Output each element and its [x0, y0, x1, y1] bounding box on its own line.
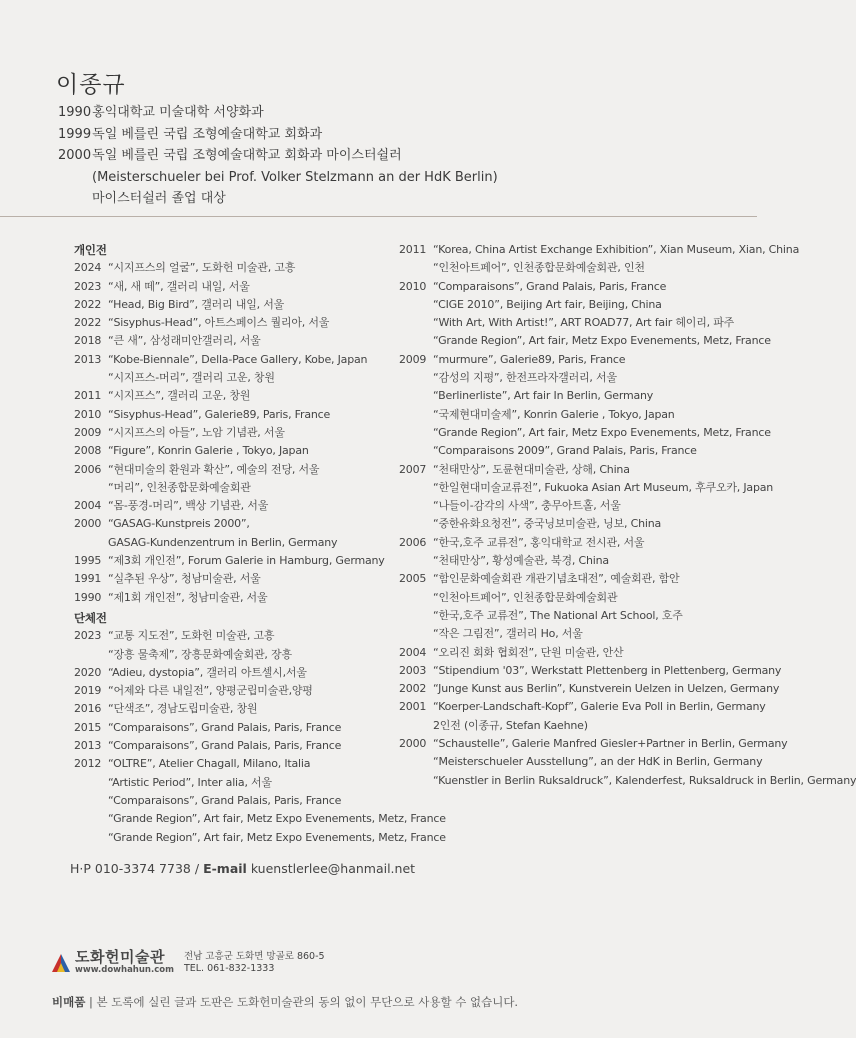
exhibition-text: “작은 그림전”, 갤러리 Ho, 서울	[433, 627, 583, 641]
exhibition-text: “어제와 다른 내일전”, 양평군립미술관,양평	[108, 684, 313, 698]
exhibition-text: “감성의 지평”, 한전프라자갤러리, 서울	[433, 371, 617, 385]
exhibition-item	[399, 662, 856, 680]
exhibition-year: 2013	[74, 739, 102, 753]
exhibition-item	[74, 737, 446, 755]
exhibition-text: “Sisyphus-Head”, Galerie89, Paris, France	[108, 407, 331, 421]
exhibition-item	[74, 369, 446, 387]
exhibition-item	[74, 387, 446, 405]
exhibition-text: “현대미술의 환원과 확산”, 예술의 전당, 서울	[108, 462, 320, 476]
exhibition-text: “With Art, With Artist!”, ART ROAD77, Art fair 헤이리, 파주	[433, 316, 735, 330]
exhibition-year	[399, 772, 433, 790]
notice-label: 비매품	[52, 995, 86, 1009]
museum-logo-name: 도화헌미술관	[75, 948, 165, 966]
exhibition-year	[399, 387, 433, 405]
education-item	[58, 102, 498, 124]
exhibition-item	[399, 534, 856, 552]
exhibition-item	[399, 424, 856, 442]
exhibition-year	[74, 810, 108, 828]
exhibition-text: “Korea, China Artist Exchange Exhibition”, Xian Museum, Xian, China	[433, 243, 800, 256]
exhibition-text: “머리”, 인천종합문화예술회관	[108, 480, 251, 494]
exhibition-year	[399, 424, 433, 442]
exhibition-text: “몸-풍경-머리”, 백상 기념관, 서울	[108, 499, 269, 513]
exhibition-item	[74, 351, 446, 369]
education-item	[58, 124, 498, 146]
exhibition-year	[399, 406, 433, 424]
exhibition-item	[74, 570, 446, 588]
education-text: 독일 베를린 국립 조형예술대학교 회화과 마이스터쉴러	[92, 148, 402, 163]
exhibition-year	[74, 774, 108, 792]
exhibition-year: 2013	[74, 352, 102, 366]
exhibition-text: 2인전 (이종규, Stefan Kaehne)	[433, 718, 588, 732]
exhibition-text: “인천아트페어”, 인천종합문화예술회관, 인천	[433, 261, 645, 275]
exhibition-year	[74, 479, 108, 497]
exhibition-item	[74, 442, 446, 460]
exhibition-item	[399, 717, 856, 735]
group-exhibitions-list-continued	[399, 241, 856, 790]
exhibition-year: 2006	[399, 535, 427, 549]
exhibition-year	[399, 314, 433, 332]
exhibition-year	[399, 369, 433, 387]
exhibition-text: “Artistic Period”, Inter alia, 서울	[108, 775, 272, 789]
solo-exhibitions-heading: 개인전	[74, 243, 107, 257]
exhibition-text: “한국,호주 교류전”, The National Art School, 호주	[433, 608, 683, 622]
exhibition-year	[399, 589, 433, 607]
museum-address-block	[184, 951, 325, 975]
phone-label: H·P	[70, 861, 91, 876]
exhibition-text: “Koerper-Landschaft-Kopf”, Galerie Eva Poll in Berlin, Germany	[433, 700, 766, 714]
exhibition-year	[399, 515, 433, 533]
exhibition-text: “천태만상”, 황성예술관, 북경, China	[433, 554, 609, 568]
exhibition-text: GASAG-Kundenzentrum in Berlin, Germany	[108, 535, 338, 549]
exhibition-year: 2005	[399, 572, 427, 586]
exhibition-year	[399, 259, 433, 277]
exhibition-item	[399, 497, 856, 515]
exhibition-text: “새, 새 떼”, 갤러리 내일, 서울	[108, 279, 250, 293]
exhibition-item	[399, 625, 856, 643]
exhibition-year	[399, 479, 433, 497]
exhibition-text: “제3회 개인전”, Forum Galerie in Hamburg, Germany	[108, 554, 385, 568]
education-year: 1999	[58, 126, 92, 142]
exhibition-year	[399, 332, 433, 350]
exhibition-item	[74, 424, 446, 442]
exhibition-year: 2011	[399, 243, 427, 256]
exhibition-text: “Kobe-Biennale”, Della-Pace Gallery, Kobe, Japan	[108, 352, 368, 366]
exhibition-year	[399, 625, 433, 643]
exhibition-year: 2010	[74, 407, 102, 421]
exhibition-text: “한일현대미술교류전”, Fukuoka Asian Art Museum, 후쿠오카, Japan	[433, 480, 774, 494]
exhibition-year	[74, 534, 108, 552]
solo-exhibitions-list	[74, 259, 446, 607]
exhibition-text: “천태만상”, 도륜현대미술관, 상해, China	[433, 462, 630, 476]
exhibition-item	[74, 627, 446, 645]
exhibition-year: 2011	[74, 389, 102, 403]
exhibition-item	[74, 406, 446, 424]
exhibition-text: “Grande Region”, Art fair, Metz Expo Evenements, Metz, France	[433, 334, 771, 348]
education-year: 2000	[58, 148, 92, 163]
contact-line	[70, 861, 415, 876]
exhibition-item	[74, 332, 446, 350]
exhibition-item	[399, 387, 856, 405]
exhibition-item	[399, 644, 856, 662]
exhibition-text: “시지프스의 얼굴”, 도화헌 미술관, 고흥	[108, 261, 296, 275]
exhibition-text: “제1회 개인전”, 청남미술관, 서울	[108, 590, 268, 604]
exhibition-text: “Junge Kunst aus Berlin”, Kunstverein Uelzen in Uelzen, Germany	[433, 682, 780, 696]
exhibition-text: “큰 새”, 삼성래미안갤러리, 서울	[108, 334, 261, 348]
exhibition-text: “Figure”, Konrin Galerie , Tokyo, Japan	[108, 444, 309, 458]
exhibition-text: “Comparaisons”, Grand Palais, Paris, France	[433, 279, 667, 293]
exhibition-item	[74, 534, 446, 552]
exhibition-item	[74, 515, 446, 533]
exhibition-text: “시지프스-머리”, 갤러리 고운, 창원	[108, 371, 275, 385]
phone-number: 010-3374 7738	[94, 861, 191, 876]
exhibition-item	[74, 719, 446, 737]
exhibition-year: 2004	[399, 645, 427, 659]
exhibition-text: “중한유화요청전”, 중국닝보미술관, 닝보, China	[433, 517, 662, 531]
exhibition-year: 2002	[399, 682, 427, 696]
museum-website[interactable]: www.dowhahun.com	[75, 965, 174, 975]
exhibition-item	[399, 589, 856, 607]
exhibition-item	[74, 682, 446, 700]
museum-phone: TEL. 061-832-1333	[183, 962, 275, 974]
exhibition-year	[399, 717, 433, 735]
exhibition-text: “장흥 물축제”, 장흥문화예술회관, 장흥	[108, 647, 292, 661]
exhibition-item	[74, 829, 446, 847]
exhibition-text: “Berlinerliste”, Art fair In Berlin, Germany	[433, 389, 654, 403]
museum-logo	[75, 950, 174, 975]
exhibition-text: “Comparaisons”, Grand Palais, Paris, France	[108, 793, 342, 807]
exhibition-item	[74, 479, 446, 497]
exhibition-year: 1991	[74, 572, 102, 586]
exhibition-year	[399, 607, 433, 625]
education-item	[58, 145, 498, 167]
right-column	[399, 241, 856, 790]
exhibition-text: “시지프스”, 갤러리 고운, 창원	[108, 389, 251, 403]
exhibition-year	[74, 646, 108, 664]
exhibition-year	[399, 753, 433, 771]
exhibition-text: “Schaustelle”, Galerie Manfred Giesler+Partner in Berlin, Germany	[433, 737, 788, 751]
exhibition-text: “한국,호주 교류전”, 홍익대학교 전시관, 서울	[433, 535, 645, 549]
group-exhibitions-list	[74, 627, 446, 847]
exhibition-year: 2012	[74, 757, 102, 771]
group-exhibitions-heading: 단체전	[74, 610, 107, 625]
exhibition-item	[399, 570, 856, 588]
exhibition-text: “시지프스의 아들”, 노암 기념관, 서울	[108, 425, 285, 439]
contact-separator: /	[194, 861, 200, 876]
exhibition-text: “CIGE 2010”, Beijing Art fair, Beijing, China	[433, 297, 662, 311]
exhibition-item	[399, 680, 856, 698]
exhibition-text: “Comparaisons 2009”, Grand Palais, Paris, France	[433, 444, 697, 458]
exhibition-item	[74, 497, 446, 515]
exhibition-year: 2008	[74, 444, 102, 458]
exhibition-text: “Sisyphus-Head”, 아트스페이스 퀄리아, 서울	[108, 316, 330, 330]
exhibition-year: 2004	[74, 499, 102, 513]
exhibition-year: 2010	[399, 279, 427, 293]
exhibition-item	[399, 351, 856, 369]
exhibition-text: “단색조”, 경남도립미술관, 창원	[108, 702, 258, 716]
exhibition-item	[74, 700, 446, 718]
artist-name: 이종규	[56, 72, 126, 98]
exhibition-text: “Kuenstler in Berlin Ruksaldruck”, Kalenderfest, Ruksaldruck in Berlin, Germany	[433, 773, 856, 787]
exhibition-text: “Adieu, dystopia”, 갤러리 아트셀시,서울	[108, 665, 307, 679]
exhibition-year	[399, 442, 433, 460]
museum-logo-icon	[52, 954, 70, 972]
exhibition-text: “오리진 회화 협회전”, 단원 미술관, 안산	[433, 645, 624, 659]
exhibition-year: 1995	[74, 554, 102, 568]
exhibition-item	[399, 369, 856, 387]
exhibition-year: 1990	[74, 590, 102, 604]
exhibition-item	[399, 753, 856, 771]
exhibition-text: “Comparaisons”, Grand Palais, Paris, France	[108, 720, 342, 734]
exhibition-item	[399, 479, 856, 497]
email-address[interactable]: kuenstlerlee@hanmail.net	[250, 861, 416, 876]
exhibition-text: “Grande Region”, Art fair, Metz Expo Evenements, Metz, France	[108, 830, 446, 844]
exhibition-text: “Grande Region”, Art fair, Metz Expo Evenements, Metz, France	[433, 425, 771, 439]
exhibition-item	[74, 461, 446, 479]
exhibition-item	[399, 735, 856, 753]
exhibition-year	[74, 792, 108, 810]
exhibition-year: 2018	[74, 334, 102, 348]
exhibition-item	[74, 278, 446, 296]
education-note: (Meisterschueler bei Prof. Volker Stelzmann an der HdK Berlin)	[92, 169, 498, 185]
exhibition-item	[399, 552, 856, 570]
education-award: 마이스터쉴러 졸업 대상	[92, 191, 226, 206]
notice-text: | 본 도록에 실린 글과 도판은 도화헌미술관의 동의 없이 무단으로 사용할 수 없습니다.	[85, 995, 519, 1009]
exhibition-item	[74, 755, 446, 773]
exhibition-year: 2003	[399, 663, 427, 677]
exhibition-year: 2022	[74, 297, 102, 311]
exhibition-item	[399, 698, 856, 716]
exhibition-text: “실추된 우상”, 청남미술관, 서울	[108, 572, 261, 586]
exhibition-item	[74, 664, 446, 682]
exhibition-item	[74, 259, 446, 277]
exhibition-item	[74, 774, 446, 792]
exhibition-year	[399, 552, 433, 570]
education-text: 홍익대학교 미술대학 서양화과	[92, 105, 264, 120]
exhibition-year: 2000	[399, 737, 427, 751]
exhibition-item	[399, 607, 856, 625]
exhibition-item	[399, 461, 856, 479]
exhibition-text: “Head, Big Bird”, 갤러리 내일, 서울	[108, 297, 285, 311]
exhibition-year: 2016	[74, 702, 102, 716]
exhibition-year	[74, 829, 108, 847]
exhibition-text: “GASAG-Kunstpreis 2000”,	[108, 517, 250, 531]
exhibition-year: 2023	[74, 629, 102, 643]
exhibition-year	[74, 369, 108, 387]
divider	[0, 216, 757, 217]
exhibition-item	[74, 792, 446, 810]
exhibition-year: 2022	[74, 316, 102, 330]
exhibition-item	[399, 772, 856, 790]
education-list	[58, 102, 498, 210]
exhibition-item	[399, 296, 856, 314]
exhibition-year: 2009	[74, 425, 102, 439]
exhibition-year: 2024	[74, 261, 102, 275]
left-column	[74, 241, 446, 847]
exhibition-text: “함인문화예술회관 개관기념초대전”, 예술회관, 함안	[433, 572, 680, 586]
exhibition-text: “Stipendium '03”, Werkstatt Plettenberg in Plettenberg, Germany	[433, 663, 782, 677]
exhibition-item	[74, 314, 446, 332]
exhibition-item	[74, 296, 446, 314]
exhibition-text: “Meisterschueler Ausstellung”, an der HdK in Berlin, Germany	[433, 755, 763, 769]
exhibition-text: “Comparaisons”, Grand Palais, Paris, France	[108, 739, 342, 753]
museum-address: 전남 고흥군 도화면 망골로 860-5	[183, 950, 325, 962]
exhibition-text: “murmure”, Galerie89, Paris, France	[433, 352, 626, 366]
education-text: 독일 베를린 국립 조형예술대학교 회화과	[92, 126, 323, 142]
exhibition-year: 2023	[74, 279, 102, 293]
exhibition-item	[399, 278, 856, 296]
exhibition-year: 2020	[74, 665, 102, 679]
exhibition-text: “교통 지도전”, 도화헌 미술관, 고흥	[108, 629, 275, 643]
copyright-notice	[52, 994, 518, 1010]
education-year: 1990	[58, 105, 92, 120]
exhibition-text: “나들이-감각의 사색”, 충무아트홀, 서울	[433, 499, 621, 513]
email-label: E-mail	[203, 861, 247, 876]
exhibition-text: “인천아트페어”, 인천종합문화예술회관	[433, 590, 618, 604]
exhibition-year: 2006	[74, 462, 102, 476]
exhibition-item	[399, 332, 856, 350]
exhibition-year	[399, 296, 433, 314]
museum-footer	[52, 950, 325, 975]
exhibition-year: 2007	[399, 462, 427, 476]
exhibition-item	[399, 406, 856, 424]
exhibition-item	[399, 241, 856, 259]
exhibition-item	[399, 314, 856, 332]
exhibition-item	[74, 646, 446, 664]
exhibition-year	[399, 497, 433, 515]
exhibition-year: 2000	[74, 517, 102, 531]
exhibition-year: 2001	[399, 700, 427, 714]
exhibition-text: “국제현대미술제”, Konrin Galerie , Tokyo, Japan	[433, 407, 675, 421]
exhibition-item	[399, 259, 856, 277]
exhibition-text: “OLTRE”, Atelier Chagall, Milano, Italia	[108, 757, 311, 771]
exhibition-text: “Grande Region”, Art fair, Metz Expo Evenements, Metz, France	[108, 812, 446, 826]
exhibition-year: 2015	[74, 720, 102, 734]
exhibition-item	[74, 810, 446, 828]
exhibition-item	[399, 442, 856, 460]
exhibition-item	[399, 515, 856, 533]
exhibition-year: 2009	[399, 352, 427, 366]
exhibition-item	[74, 552, 446, 570]
exhibition-item	[74, 589, 446, 607]
exhibition-year: 2019	[74, 684, 102, 698]
